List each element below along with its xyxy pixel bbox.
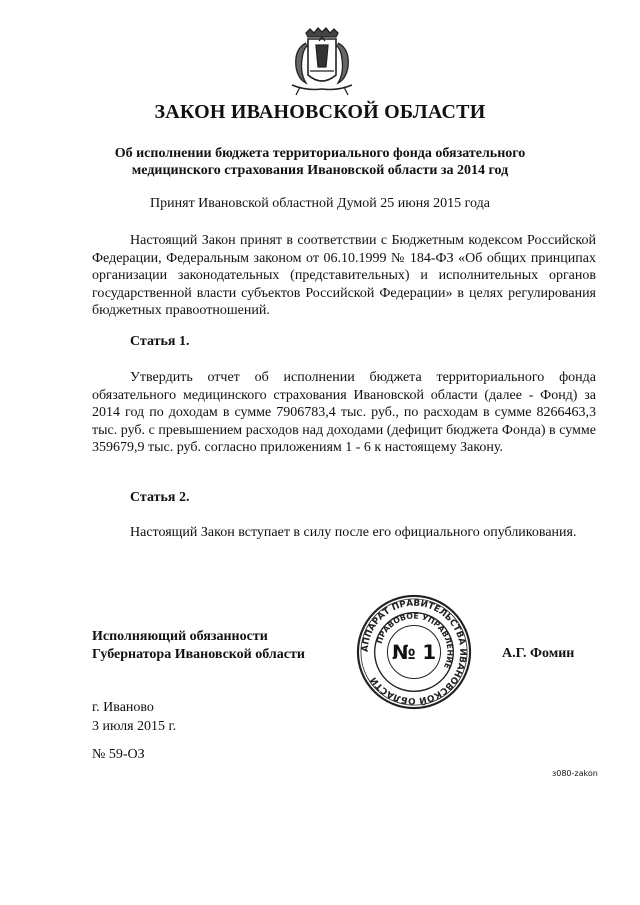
coat-of-arms-icon [286, 27, 358, 99]
article-1-text: Утвердить отчет об исполнении бюджета территориального фонда обязательного медицинского страхования Ивановской области (далее - Фонд) за 2014 год по доходам в сумме 7906783,4 тыс. руб., по расходам в сумме 8266463,3 тыс. руб. с превышением расходов над доходами (дефицит бюджета Фонда) в сумме 359679,9 тыс. руб. согласно приложениям 1 - 6 к настоящему Закону. [92, 370, 596, 456]
stamp-outer-text: АППАРАТ ПРАВИТЕЛЬСТВА ИВАНОВСКОЙ ОБЛАСТИ [360, 598, 468, 706]
subtitle-line-1: Об исполнении бюджета территориального фонда обязательного [114, 146, 526, 161]
official-stamp [355, 593, 473, 711]
city: г. Иваново [92, 700, 154, 715]
law-number: № 59-ОЗ [92, 747, 145, 762]
signing-date: 3 июля 2015 г. [92, 719, 177, 734]
stamp-inner-text: ПРАВОВОЕ УПРАВЛЕНИЕ [374, 611, 455, 671]
signer-position-line-2: Губернатора Ивановской области [92, 647, 305, 662]
document-reference: з080-zakon [552, 769, 598, 778]
signer-position-line-1: Исполняющий обязанности [92, 629, 268, 644]
stamp-number: № 1 [391, 640, 437, 664]
article-1-title: Статья 1. [130, 334, 190, 349]
law-subtitle [80, 145, 560, 179]
preamble-paragraph: Настоящий Закон принят в соответствии с Бюджетным кодексом Российской Федерации, Федеральным законом от 06.10.1999 № 184-ФЗ «Об общих принципах организации законодательных (представительных) и исполнительных органов государственной власти субъектов Российской Федерации» в целях регулирования бюджетных правоотношений. [92, 233, 596, 319]
article-2-text: Настоящий Закон вступает в силу после его официального опубликования. [130, 525, 577, 540]
signer-name: А.Г. Фомин [502, 646, 575, 661]
signer-position [92, 628, 305, 664]
place-and-date [92, 698, 176, 736]
subtitle-line-2: медицинского страхования Ивановской области за 2014 год [131, 163, 509, 178]
adoption-line: Принят Ивановской областной Думой 25 июня 2015 года [150, 196, 490, 211]
article-2-title: Статья 2. [130, 490, 190, 505]
law-title: ЗАКОН ИВАНОВСКОЙ ОБЛАСТИ [154, 101, 486, 123]
